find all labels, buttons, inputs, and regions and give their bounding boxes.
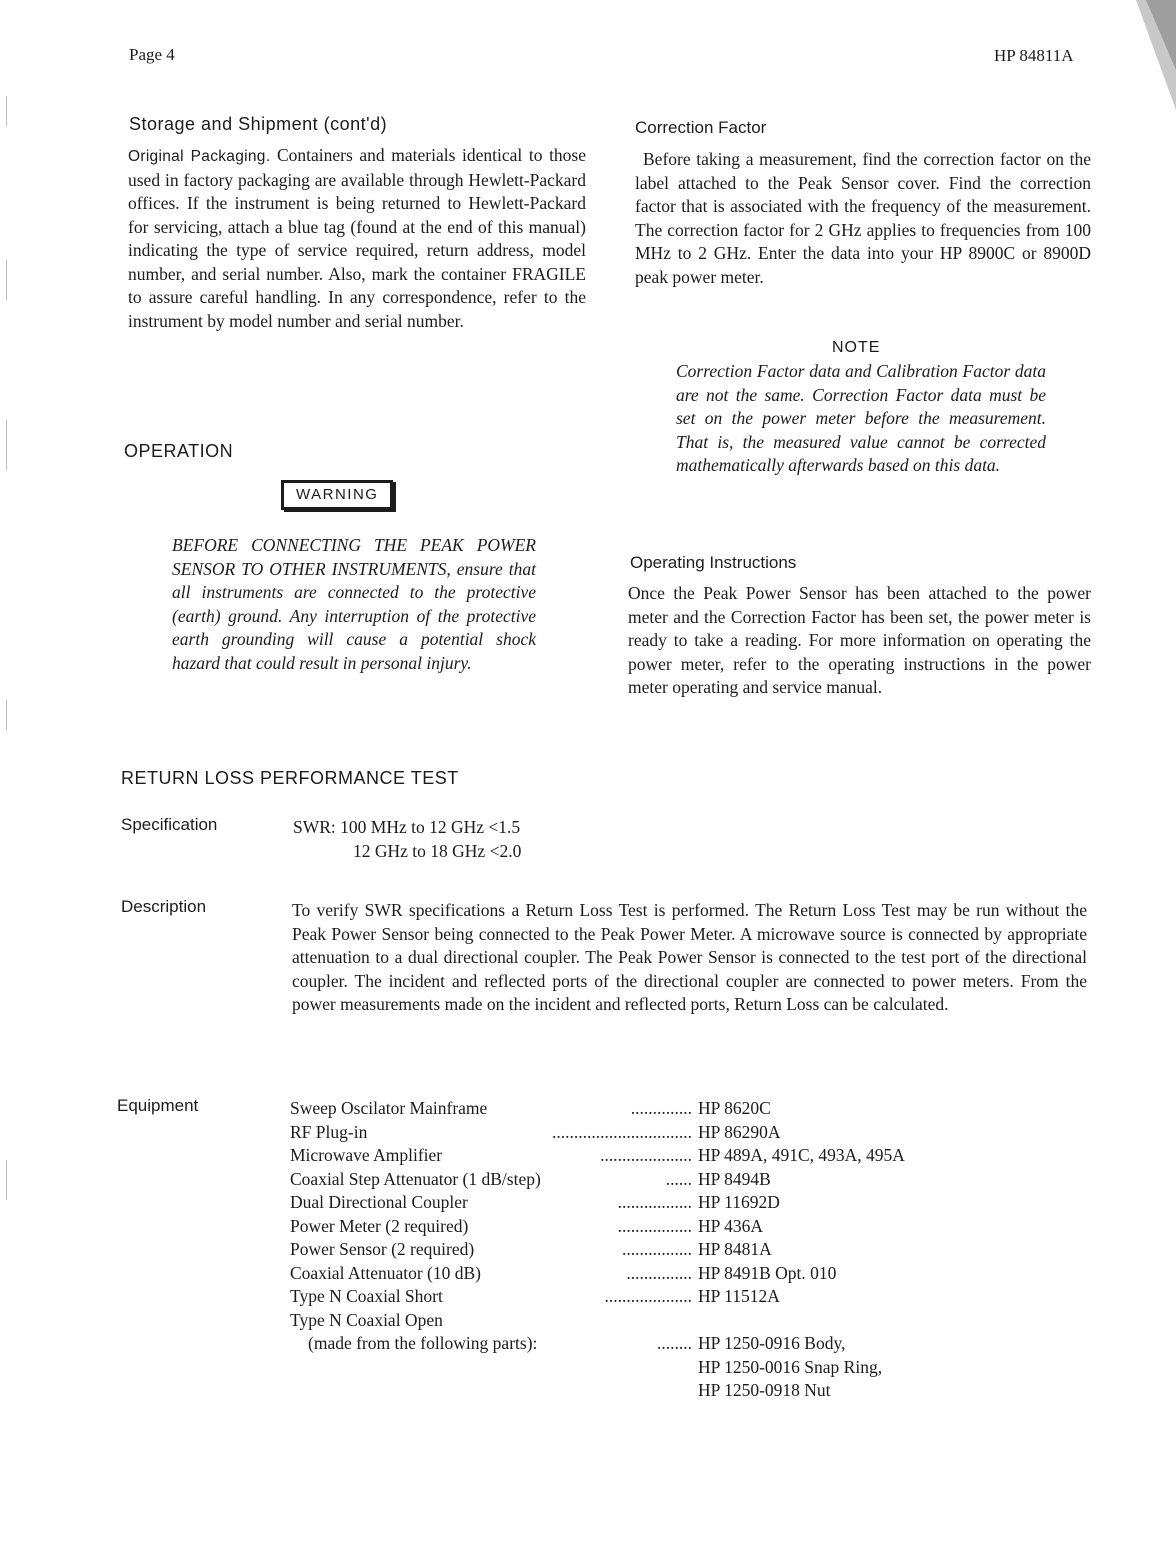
list-item [290,1144,970,1168]
warning-caps: BEFORE CONNECTING THE PEAK POWER SENSOR TO OTHER INSTRUMENTS, [172,535,536,579]
equipment-name: Coaxial Step Attenuator (1 dB/step) [290,1168,541,1189]
leader-dots: ................ [622,1239,692,1259]
leader-dots: ................................ [552,1121,692,1142]
operation-heading: OPERATION [124,441,234,461]
part-number: HP 489A, 491C, 493A, 495A [698,1145,905,1165]
list-item [290,1332,970,1356]
equipment-name: Power Sensor (2 required) [290,1239,475,1259]
scan-speck [6,1160,7,1200]
storage-heading: Storage and Shipment (cont'd) [129,114,388,134]
list-item [290,1121,970,1145]
list-item [290,1285,970,1309]
correction-paragraph: Before taking a measurement, find the correction factor on the label attached to the Peak Sensor cover. Find the correction factor that is associated with the frequency of the measurement. The correction factor for 2 GHz applies to frequencies from 100 MHz to 2 GHz. Enter the data into your HP 8900C or 8900D peak power meter. [635,149,1091,287]
equipment-name: Type N Coaxial Open [290,1309,443,1330]
scan-speck [6,700,7,730]
specification-label: Specification [121,815,218,834]
part-number: HP 8481A [698,1239,772,1259]
scan-speck [6,96,7,126]
list-item [290,1262,970,1286]
note-heading: NOTE [832,339,881,356]
equipment-name: (made from the following parts): [308,1333,538,1353]
part-number: HP 8491B Opt. 010 [698,1262,837,1283]
packaging-paragraph [128,144,586,333]
leader-dots: .............. [630,1098,692,1118]
scan-speck [6,260,7,300]
scan-corner-shadow [1116,0,1176,110]
list-item [290,1309,970,1333]
part-number: HP 8620C [698,1098,771,1118]
leader-dots: ................. [617,1192,692,1212]
part-number: HP 1250-0918 Nut [698,1380,831,1400]
spec-line-1: SWR: 100 MHz to 12 GHz <1.5 [293,817,521,837]
leader-dots: ............... [626,1262,692,1283]
list-item [290,1379,970,1403]
leader-dots: ........ [657,1333,692,1353]
list-item [290,1356,970,1380]
equipment-name: Sweep Oscilator Mainframe [290,1098,488,1118]
correction-heading: Correction Factor [635,118,767,137]
part-number: HP 11512A [698,1286,780,1306]
part-number: HP 436A [698,1215,763,1236]
list-item [290,1238,970,1262]
return-loss-heading: RETURN LOSS PERFORMANCE TEST [121,768,459,788]
warning-paragraph [172,534,536,675]
note-paragraph: Correction Factor data and Calibration Factor data are not the same. Correction Factor data must be set on the power meter before the measurement. That is, the measured value cannot be corrected mathematically afterwards based on this data. [676,361,1046,475]
description-paragraph: To verify SWR specifications a Return Loss Test is performed. The Return Loss Test may be run without the Peak Power Sensor being connected to the Peak Power Meter. A microwave source is connected by appropriate attenuation to a dual directional coupler. The Peak Power Sensor is connected to the test port of the directional coupler. The incident and reflected ports of the directional coupler are connected to power meters. From the power measurements made on the incident and reflected ports, Return Loss can be calculated. [292,900,1087,1014]
part-number: HP 1250-0016 Snap Ring, [698,1356,883,1377]
part-number: HP 86290A [698,1121,781,1142]
leader-dots: ..................... [600,1145,692,1165]
list-item [290,1168,970,1192]
list-item [290,1215,970,1239]
part-number: HP 8494B [698,1168,771,1189]
packaging-text: Containers and materials identical to those used in factory packaging are available through Hewlett-Packard offices. If the instrument is being returned to Hewlett-Packard for servicing, attach a blue tag (found at the end of this manual) indicating the type of service required, return address, model number, and serial number. Also, mark the container FRAGILE to assure careful handling. In any correspondence, refer to the instrument by model number and serial number. [128,145,587,331]
list-item [290,1097,970,1121]
equipment-name: Microwave Amplifier [290,1145,443,1165]
equipment-label: Equipment [117,1096,199,1115]
packaging-runin: Original Packaging. [128,148,271,165]
spec-line-2: 12 GHz to 18 GHz <2.0 [353,841,522,861]
operating-paragraph: Once the Peak Power Sensor has been attached to the power meter and the Correction Factor has been set, the power meter is ready to take a reading. For more information on operating the power meter, refer to the operating instructions in the power meter operating and service manual. [628,583,1091,697]
leader-dots: ................. [617,1215,692,1236]
description-label: Description [121,897,207,916]
model-number: HP 84811A [994,46,1074,65]
list-item [290,1191,970,1215]
part-number: HP 11692D [698,1192,780,1212]
warning-text: ensure that all instruments are connected to the protective (earth) ground. Any interruption of the protective earth grounding will cause a potential shock hazard that could result in personal injury. [172,558,536,673]
part-number: HP 1250-0916 Body, [698,1333,846,1353]
scan-speck [6,420,7,470]
page-number: Page 4 [129,45,175,64]
equipment-name: Coaxial Attenuator (10 dB) [290,1262,482,1283]
equipment-name: Dual Directional Coupler [290,1192,468,1212]
operating-heading: Operating Instructions [630,553,797,572]
warning-box: WARNING [281,480,393,510]
equipment-name: RF Plug-in [290,1121,368,1142]
leader-dots: ...... [665,1168,692,1189]
equipment-name: Type N Coaxial Short [290,1286,443,1306]
equipment-name: Power Meter (2 required) [290,1215,469,1236]
leader-dots: .................... [604,1286,692,1306]
